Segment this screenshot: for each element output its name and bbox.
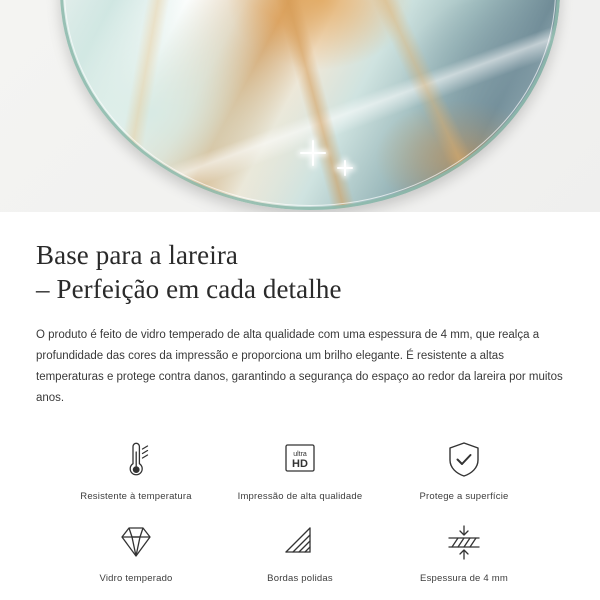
feature-grid xyxy=(36,432,564,584)
headline-line-1: Base para a lareira xyxy=(36,240,239,270)
feature-item-surface-protection xyxy=(382,432,546,502)
feature-label: Protege a superfície xyxy=(419,490,509,502)
feature-label: Vidro temperado xyxy=(99,572,173,584)
svg-text:HD: HD xyxy=(292,457,308,470)
feature-item-tempered-glass xyxy=(54,514,218,584)
diamond-icon xyxy=(116,520,156,564)
feature-label: Impressão de alta qualidade xyxy=(237,490,363,502)
polished-edges-icon xyxy=(280,520,320,564)
feature-label: Bordas polidas xyxy=(267,572,333,584)
page-title xyxy=(36,238,564,307)
shield-check-icon xyxy=(445,438,483,482)
headline-line-2: – Perfeição em cada detalhe xyxy=(36,274,342,305)
hero-image xyxy=(0,0,600,212)
feature-item-polished-edges xyxy=(218,514,382,584)
glass-board-product-image xyxy=(60,0,560,210)
content-section xyxy=(0,212,600,584)
feature-label: Espessura de 4 mm xyxy=(420,572,508,584)
feature-item-thickness xyxy=(382,514,546,584)
feature-item-print-quality xyxy=(218,432,382,502)
thickness-icon xyxy=(442,520,486,564)
ultra-hd-icon xyxy=(280,438,320,482)
feature-label: Resistente à temperatura xyxy=(80,490,192,502)
svg-text:ultra: ultra xyxy=(293,450,307,458)
thermometer-icon xyxy=(119,438,153,482)
feature-item-temperature xyxy=(54,432,218,502)
description-paragraph: O produto é feito de vidro temperado de alta qualidade com uma espessura de 4 mm, que realça a profundidade das cores da impressão e proporciona um brilho elegante. É resistente a altas temperaturas e protege contra danos, garantindo a segurança do espaço ao redor da lareira por muitos anos. xyxy=(36,328,563,405)
